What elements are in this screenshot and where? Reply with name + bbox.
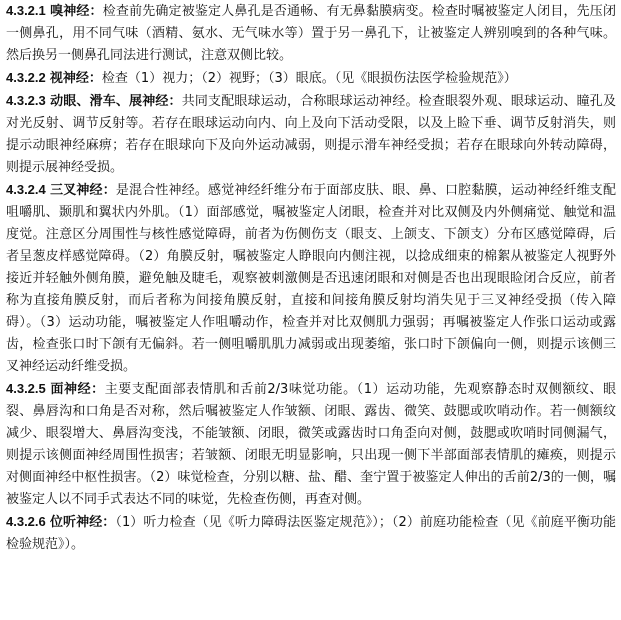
- section-number: 4.3.2.1: [6, 3, 46, 18]
- section-4-3-2-1: [6, 0, 616, 67]
- section-body: 共同支配眼球运动，合称眼球运动神经。检查眼裂外观、眼球运动、瞳孔及对光反射、调节反射等。若存在眼球运动向内、向上及向下活动受限，以及上睑下垂、调节反射消失，则提示动眼神经麻痹；若存在眼球向下及向外运动减弱，则提示滑车神经受损；若存在眼球向外转动障碍，则提示展神经受损。: [6, 94, 616, 175]
- section-number: 4.3.2.2: [6, 70, 46, 85]
- section-title: 动眼、滑车、展神经：: [50, 94, 182, 109]
- section-title: 面神经：: [50, 382, 105, 397]
- section-title: 视神经：: [49, 71, 102, 86]
- section-title: 嗅神经：: [50, 4, 103, 19]
- section-number: 4.3.2.4: [6, 182, 46, 197]
- section-number: 4.3.2.5: [6, 381, 46, 396]
- section-4-3-2-3: [6, 90, 616, 179]
- section-body: 检查（1）视力；（2）视野；（3）眼底。（见《眼损伤法医学检验规范》）: [101, 71, 517, 86]
- section-body: （1）听力检查（见《听力障碍法医鉴定规范》）；（2）前庭功能检查（见《前庭平衡功能检验规范》）。: [6, 515, 616, 552]
- section-body: 是混合性神经。感觉神经纤维分布于面部皮肤、眼、鼻、口腔黏膜，运动神经纤维支配咀嚼肌、颞肌和翼状内外肌。（1）面部感觉，嘱被鉴定人闭眼，检查并对比双侧及内外侧痛觉、触觉和温度觉。注意区分周围性与核性感觉障碍，前者为伤侧伤支（眼支、上颌支、下颌支）分布区感觉障碍，后者呈葱皮样感觉障碍。（2）角膜反射，嘱被鉴定人睁眼向内侧注视，以捻成细束的棉絮从被鉴定人视野外接近并轻触外侧角膜，避免触及睫毛，观察被刺激侧是否迅速闭眼和对侧是否也出现眼睑闭合反应，前者称为直接角膜反射，而后者称为间接角膜反射，直接和间接角膜反射均消失见于三叉神经受损（传入障碍）。（3）运动功能，嘱被鉴定人作咀嚼动作，检查并对比双侧肌力强弱；再嘱被鉴定人作张口运动或露齿，检查张口时下颌有无偏斜。若一侧咀嚼肌肌力减弱或出现萎缩，张口时下颌偏向一侧，则提示该侧三叉神经运动纤维受损。: [6, 183, 616, 374]
- section-title: 三叉神经：: [50, 183, 116, 198]
- section-number: 4.3.2.6: [6, 514, 46, 529]
- section-4-3-2-2: [6, 67, 616, 90]
- section-4-3-2-6: [6, 511, 616, 556]
- section-4-3-2-4: [6, 179, 616, 378]
- section-title: 位听神经：: [49, 515, 116, 530]
- section-body: 主要支配面部表情肌和舌前2/3味觉功能。（1）运动功能，先观察静态时双侧额纹、眼裂、鼻唇沟和口角是否对称，然后嘱被鉴定人作皱额、闭眼、露齿、微笑、鼓腮或吹哨动作。若一侧额纹减少、眼裂增大、鼻唇沟变浅，不能皱额、闭眼，微笑或露齿时口角歪向对侧，鼓腮或吹哨时同侧漏气，则提示该侧面神经周围性损害；若皱额、闭眼无明显影响，只出现一侧下半部面部表情肌的瘫痪，则提示对侧面神经中枢性损害。（2）味觉检查，分别以糖、盐、醋、奎宁置于被鉴定人伸出的舌前2/3的一侧，嘱被鉴定人以不同手式表达不同的味觉，先检查伤侧，再查对侧。: [6, 382, 616, 507]
- section-body: 检查前先确定被鉴定人鼻孔是否通畅、有无鼻黏膜病变。检查时嘱被鉴定人闭目，先压闭一侧鼻孔，用不同气味（酒精、氨水、无气味水等）置于另一鼻孔下，让被鉴定人辨别嗅到的各种气味。然后换另一侧鼻孔同法进行测试，注意双侧比较。: [6, 4, 616, 63]
- section-4-3-2-5: [6, 378, 616, 511]
- section-number: 4.3.2.3: [6, 93, 46, 108]
